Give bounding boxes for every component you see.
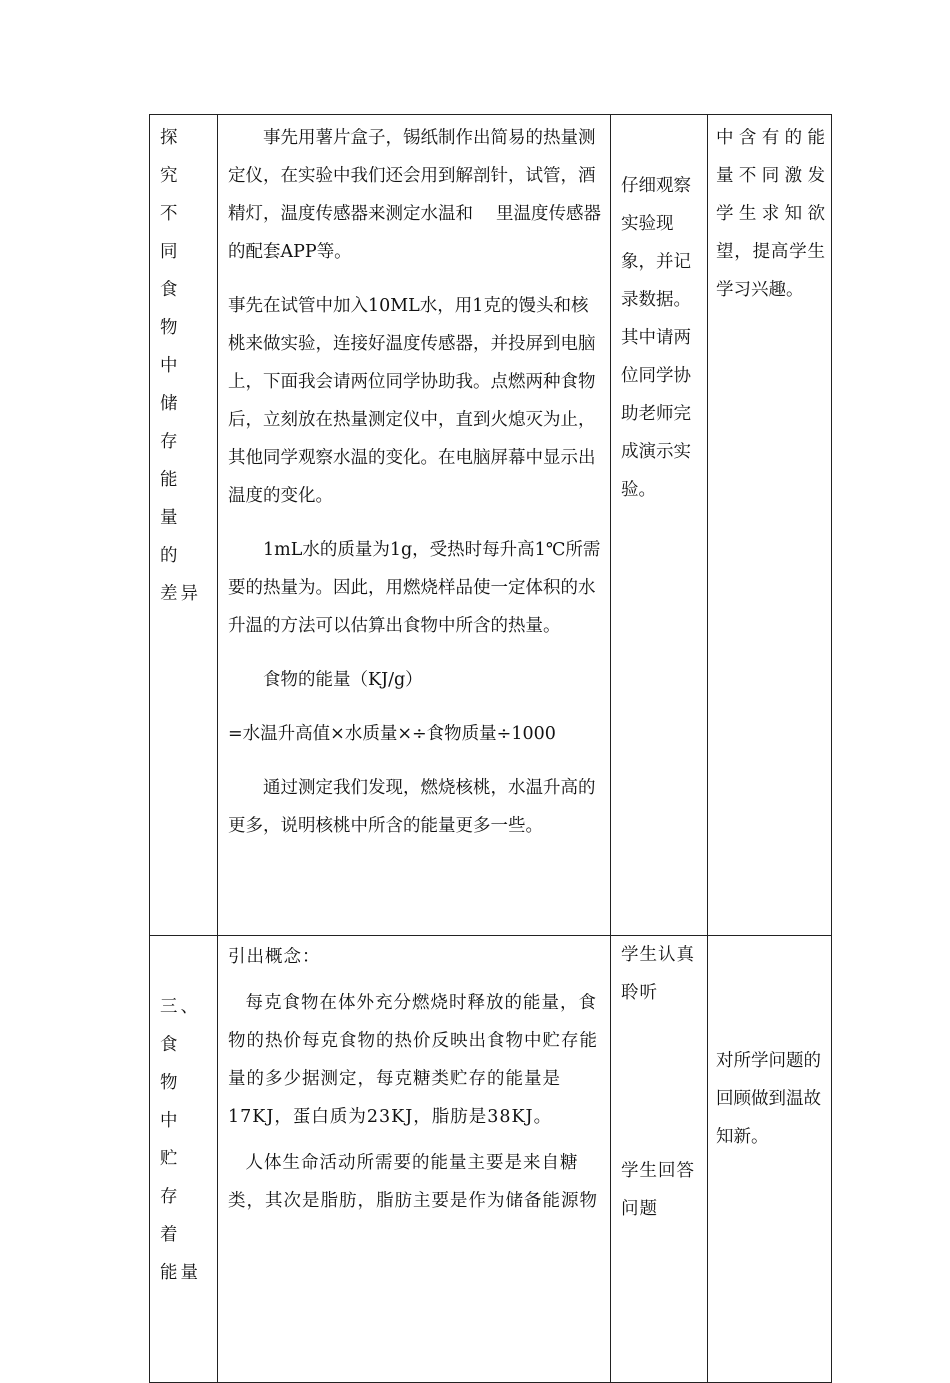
section-line: 食 物 xyxy=(160,1035,201,1093)
design-intent-cell: 对所学问题的回顾做到温故知新。 xyxy=(708,936,832,1383)
teacher-activity-cell xyxy=(218,936,611,1383)
paragraph: 1mL水的质量为1g，受热时每升高1℃所需要的热量为。因此，用燃烧样品使一定体积的水升温的方法可以估算出食物中所含的热量。 xyxy=(228,540,601,636)
intent-line: 学习兴趣。 xyxy=(716,280,804,300)
student-note: 学生认真聆听 xyxy=(621,945,695,1003)
intent-line: 望，提高学生 xyxy=(716,242,825,262)
paragraph: 通过测定我们发现，燃烧核桃，水温升高的更多，说明核桃中所含的能量更多一些。 xyxy=(228,778,596,836)
paragraph: 人体生命活动所需要的能量主要是来自糖类，其次是脂肪，脂肪主要是作为储备能源物 xyxy=(228,1153,598,1211)
table-row xyxy=(150,115,832,936)
section-line: 三、 xyxy=(160,997,201,1017)
section-line: 差异 xyxy=(160,584,201,604)
section-line: 存 着 xyxy=(160,1187,201,1245)
formula: =水温升高值×水质量×÷食物质量÷1000 xyxy=(228,724,556,744)
section-line: 不 同 xyxy=(160,204,201,262)
section-line: 能量 xyxy=(160,1263,201,1283)
student-activity-cell xyxy=(611,936,708,1383)
section-title-cell xyxy=(150,115,218,936)
intent-line: 学生求知欲 xyxy=(716,204,825,224)
section-line: 食 物 xyxy=(160,280,201,338)
student-activity-cell: 仔细观察实验现象，并记录数据。其中请两位同学协助老师完成演示实验。 xyxy=(611,115,708,936)
teacher-activity-cell xyxy=(218,115,611,936)
paragraph: 引出概念： xyxy=(228,947,321,967)
section-line: 中 储 xyxy=(160,356,201,414)
paragraph: 每克食物在体外充分燃烧时释放的能量，食物的热价每克食物的热价反映出食物中贮存能量的多少据测定，每克糖类贮存的能量是17KJ，蛋白质为23KJ，脂肪是38KJ。 xyxy=(228,993,598,1127)
section-line: 存 能 xyxy=(160,432,201,490)
formula-title: 食物的能量（KJ/g） xyxy=(263,670,423,690)
paragraph: 事先在试管中加入10ML水，用1克的馒头和核桃来做实验，连接好温度传感器，并投屏到电脑上，下面我会请两位同学协助我。点燃两种食物后，立刻放在热量测定仪中，直到火熄灭为止，其他同学观察水温的变化。在电脑屏幕中显示出温度的变化。 xyxy=(228,296,596,506)
section-title-cell xyxy=(150,936,218,1383)
student-note: 学生回答问题 xyxy=(621,1161,695,1219)
section-line: 量 的 xyxy=(160,508,201,566)
design-intent-cell xyxy=(708,115,832,936)
section-line: 探 究 xyxy=(160,128,201,186)
section-line: 中 贮 xyxy=(160,1111,201,1169)
lesson-plan-table xyxy=(149,114,832,1383)
paragraph: 事先用薯片盒子，锡纸制作出简易的热量测定仪，在实验中我们还会用到解剖针，试管，酒精灯，温度传感器来测定水温和 里温度传感器的配套APP等。 xyxy=(228,128,602,262)
intent-line: 中含有的能 xyxy=(716,128,825,148)
table-row xyxy=(150,936,832,1383)
intent-line: 量不同激发 xyxy=(716,166,825,186)
